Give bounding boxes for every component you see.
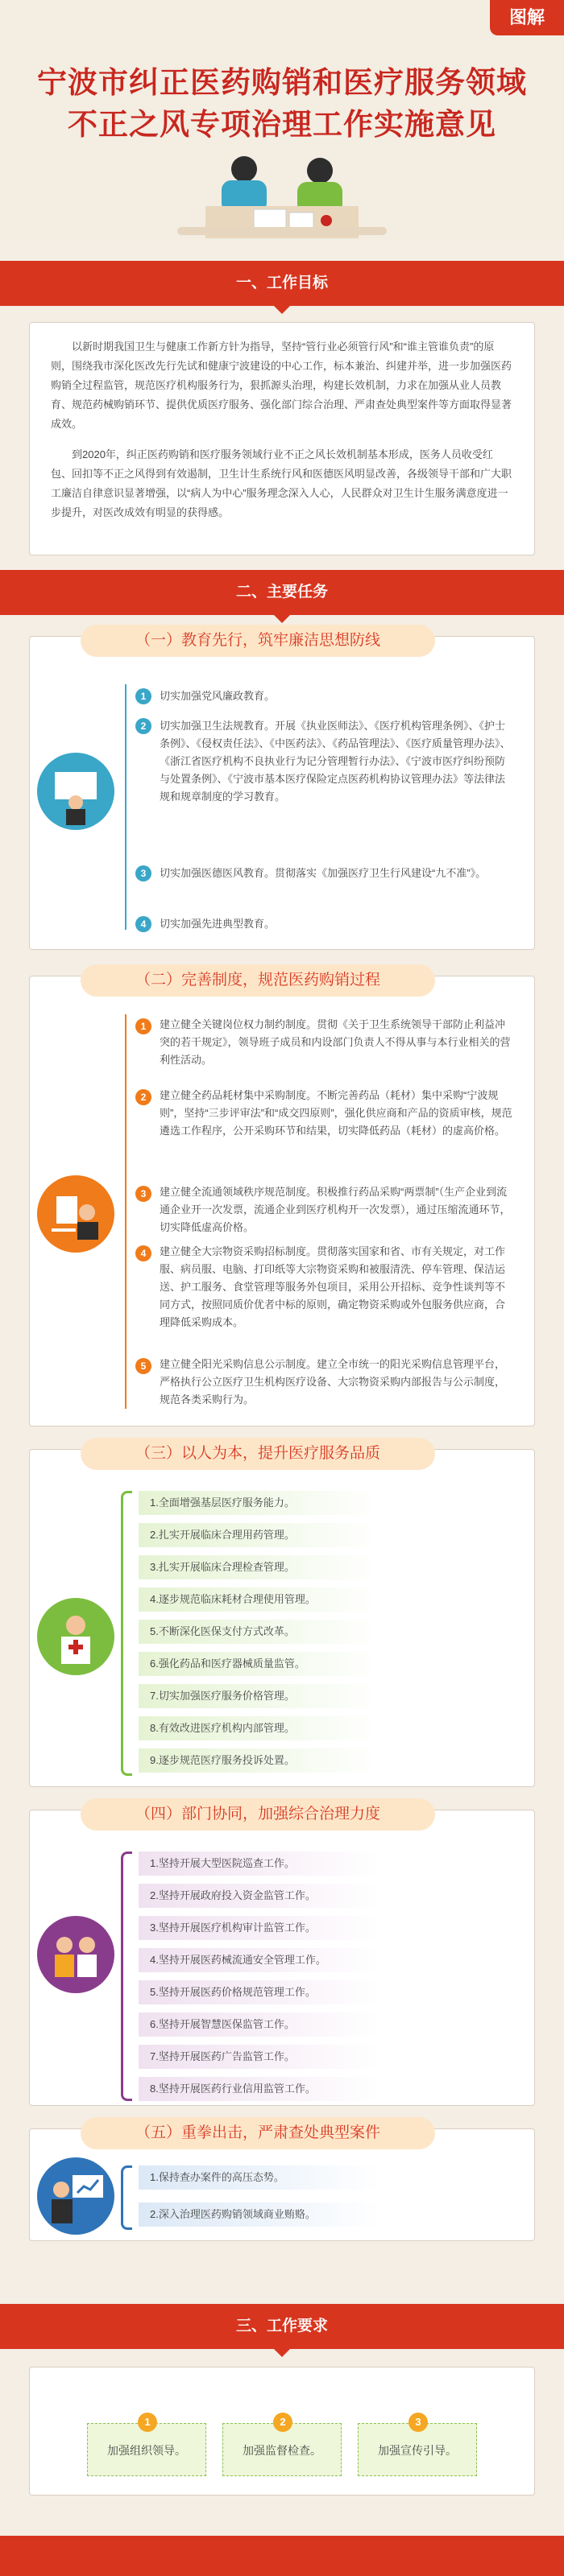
group3-item-8: 8.有效改进医疗机构内部管理。 (139, 1716, 380, 1740)
group2-title: （二）完善制度，规范医药购销过程 (81, 964, 435, 997)
group4-item-3: 3.坚持开展医疗机构审计监管工作。 (139, 1916, 380, 1940)
group3-item-3: 3.扎实开展临床合理检查管理。 (139, 1555, 380, 1579)
requirement-box-2: 加强监督检查。 (222, 2423, 342, 2476)
requirement-box-3: 加强宣传引导。 (358, 2423, 477, 2476)
group1-item-1: 切实加强党风廉政教育。 (160, 690, 276, 702)
cooperation-icon (37, 1916, 114, 1993)
group1-item-4: 切实加强先进典型教育。 (160, 918, 276, 930)
section2-header (0, 570, 564, 615)
requirement-box-1: 加强组织领导。 (87, 2423, 206, 2476)
group2-num-3: 3 (135, 1186, 151, 1202)
group3-title: （三）以人为本，提升医疗服务品质 (81, 1438, 435, 1470)
group3-item-2: 2.扎实开展临床合理用药管理。 (139, 1523, 380, 1547)
group3-item-1: 1.全面增强基层医疗服务能力。 (139, 1491, 380, 1515)
section3-title: 三、工作要求 (235, 2318, 328, 2334)
group1-num-1: 1 (135, 688, 151, 704)
group1-num-3: 3 (135, 865, 151, 881)
section3-header (0, 2304, 564, 2349)
section1-card (29, 322, 535, 555)
group5-item-2: 2.深入治理医药购销领域商业贿赂。 (139, 2202, 380, 2227)
group3-item-4: 4.逐步规范临床耗材合理使用管理。 (139, 1587, 380, 1612)
meeting-desk-illustration (205, 142, 359, 238)
group2-item-3: 建立健全流通领域秩序规范制度。积极推行药品采购“两票制”（生产企业到流通企业开一次发票，流通企业到医疗机构开一次发票），通过压缩流通环节，切实降低虚高价格。 (160, 1186, 511, 1233)
hero-floor (177, 227, 387, 235)
section1-header (0, 261, 564, 306)
group3-item-5: 5.不断深化医保支付方式改革。 (139, 1620, 380, 1644)
group4-item-7: 7.坚持开展医药广告监管工作。 (139, 2045, 380, 2069)
group4-item-6: 6.坚持开展智慧医保监管工作。 (139, 2013, 380, 2037)
group3-item-6: 6.强化药品和医疗器械质量监管。 (139, 1652, 380, 1676)
group2-item-2: 建立健全药品耗材集中采购制度。不断完善药品（耗材）集中采购“宁波规则”，坚持“三步评审法”和“成交四原则”，强化供应商和产品的资质审核，规范遴选工作程序，公开采购环节和结果，切实降低药品（耗材）的虚高价格。 (160, 1089, 512, 1137)
group2-item-4: 建立健全大宗物资采购招标制度。贯彻落实国家和省、市有关规定，对工作服、病员服、电脑、打印纸等大宗物资采购和被服清洗、停车管理、保洁运送、护工服务、食堂管理等服务外包项目，采用公开招标、竞争性谈判等不同方式，按照同质价优者中标的原则，确定物资采购或外包服务供应商，合理降低采购成本。 (160, 1245, 506, 1328)
group1-item-2: 切实加强卫生法规教育。开展《执业医师法》、《医疗机构管理条例》、《护士条例》、《侵权责任法》、《中医药法》、《药品管理法》、《医疗质量管理办法》、《浙江省医疗机构不良执业行为记分管理暂行办法》、《宁波市医疗纠纷预防与处置条例》、《宁波市基本医疗保险定点医药机构协议管理办法》等法律法规和规章制度的学习教育。 (160, 720, 511, 803)
group5-item-1: 1.保持查办案件的高压态势。 (139, 2165, 380, 2190)
requirement-num-3: 3 (408, 2413, 428, 2432)
group1-num-2: 2 (135, 718, 151, 734)
section1-para1: 以新时期我国卫生与健康工作新方针为指导，坚持“管行业必须管行风”和“谁主管谁负责”的原则，围绕我市深化医改先行先试和健康宁波建设的中心工作，标本兼治、纠建并举，进一步加强医药购销全过程监管，规范医疗机构服务行为，狠抓源头治理，构建长效机制，力求在加强从业人员教育、规范药械购销环节、提供优质医疗服务、强化部门综合治理、严肃查处典型案件等方面取得显著成效。 (51, 341, 512, 430)
group3-item-9: 9.逐步规范医疗服务投诉处置。 (139, 1748, 380, 1773)
group3-item-7: 7.切实加强医疗服务价格管理。 (139, 1684, 380, 1708)
footer-bar (0, 2536, 564, 2576)
page-title-line2: 不正之风专项治理工作实施意见 (68, 108, 496, 141)
presenter-icon (37, 2157, 114, 2235)
teacher-icon (37, 753, 114, 830)
group1-num-4: 4 (135, 916, 151, 932)
doctor-icon (37, 1598, 114, 1675)
rules-icon (37, 1175, 114, 1253)
group2-num-1: 1 (135, 1018, 151, 1034)
tujie-badge: 图解 (490, 0, 564, 35)
group4-item-8: 8.坚持开展医药行业信用监管工作。 (139, 2077, 380, 2101)
page-title-line1: 宁波市纠正医药购销和医疗服务领域 (37, 66, 527, 99)
group5-title: （五）重拳出击，严肃查处典型案件 (81, 2117, 435, 2149)
group4-title: （四）部门协同，加强综合治理力度 (81, 1798, 435, 1831)
group2-num-5: 5 (135, 1358, 151, 1374)
group1-title: （一）教育先行，筑牢廉洁思想防线 (81, 625, 435, 657)
section2-title: 二、主要任务 (235, 584, 328, 601)
group2-item-1: 建立健全关键岗位权力制约制度。贯彻《关于卫生系统领导干部防止利益冲突的若干规定》，领导班子成员和内设部门负责人不得从事与本行业相关的营利性活动。 (160, 1018, 511, 1066)
requirement-num-2: 2 (273, 2413, 292, 2432)
hero-banner (0, 0, 564, 242)
group4-item-2: 2.坚持开展政府投入资金监管工作。 (139, 1884, 380, 1908)
group4-item-5: 5.坚持开展医药价格规范管理工作。 (139, 1980, 380, 2004)
group1-item-3: 切实加强医德医风教育。贯彻落实《加强医疗卫生行风建设“九不准”》。 (160, 867, 487, 879)
group2-num-2: 2 (135, 1089, 151, 1105)
group4-item-4: 4.坚持开展医药械流通安全管理工作。 (139, 1948, 380, 1972)
section1-title: 一、工作目标 (235, 275, 328, 291)
section1-para2: 到2020年，纠正医药购销和医疗服务领域行业不正之风长效机制基本形成，医务人员收受红包、回扣等不正之风得到有效遏制，卫生计生系统行风和医德医风明显改善，各级领导干部和广大职工廉洁自律意识显著增强，以“病人为中心”服务理念深入人心，人民群众对卫生计生服务满意度进一步提升，对医改成效有明显的获得感。 (51, 448, 512, 518)
requirement-num-1: 1 (138, 2413, 157, 2432)
group4-item-1: 1.坚持开展大型医院巡查工作。 (139, 1852, 380, 1876)
group2-num-4: 4 (135, 1245, 151, 1261)
group2-item-5: 建立健全阳光采购信息公示制度。建立全市统一的阳光采购信息管理平台，严格执行公立医疗卫生机构医疗设备、大宗物资采购内部报告与公示制度，规范各类采购行为。 (160, 1358, 506, 1406)
